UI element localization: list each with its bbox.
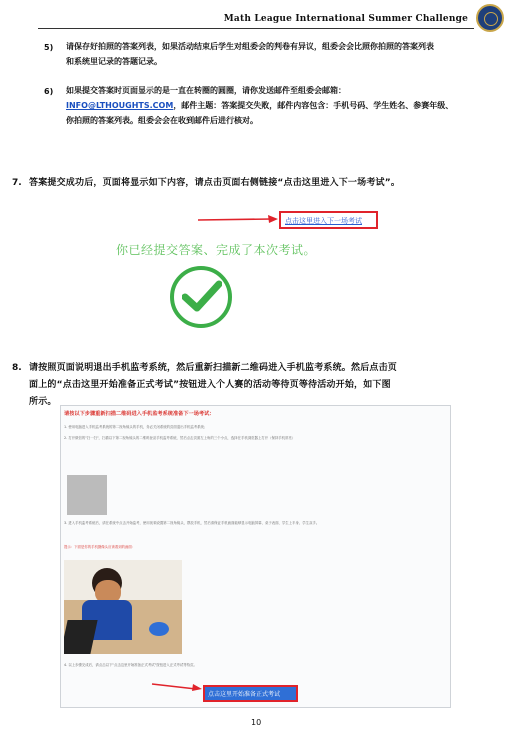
student-photo	[64, 560, 182, 654]
competition-logo	[476, 4, 504, 32]
arrow-icon	[196, 211, 280, 227]
instruction-line: 3. 进入手机监考系统后，请在系统中点击开始监考，使用视频设置第二视角镜头，摆放手机，然后请保证手机画面能够显示电脑屏幕、桌子表面、学生上半身、学生双手。	[64, 521, 320, 525]
next-exam-link: 点击这里进入下一场考试	[285, 217, 362, 225]
instruction-line: 提示：下面是你的手机摄像头应该看到的画面：	[64, 545, 136, 549]
item-number-5: 5)	[44, 43, 54, 52]
qr-code	[67, 475, 107, 515]
email-link[interactable]: INFO@LTHOUGHTS.COM	[66, 101, 174, 110]
page-number: 10	[251, 718, 262, 727]
checkmark-icon	[170, 266, 232, 328]
item-6-text: 如果提交答案时页面显示的是一直在转圈的圆圈，请你发送邮件至组委会邮箱： INFO@LTHOUGHTS.COM，邮件主题：答案提交失败，邮件内容包含：手机号码、学生姓名、参赛年级、 你拍照的答案列表。组委会会在收到邮件后进行核对。	[66, 86, 454, 125]
step-7-number: 7.	[12, 178, 22, 188]
step-7-text: 答案提交成功后，页面将显示如下内容，请点击页面右侧链接“点击这里进入下一场考试”。	[29, 178, 401, 188]
header-title: Math League International Summer Challenge	[223, 14, 468, 24]
exam-instructions-screenshot	[60, 405, 451, 708]
arrow-icon	[150, 677, 204, 691]
step-8-text: 请按照页面说明退出手机监考系统，然后重新扫描新二维码进入手机监考系统。然后点击页 面上的“点击这里开始准备正式考试”按钮进入个人赛的活动等待页等待活动开始，如下图 所示。	[29, 363, 398, 407]
header-divider	[38, 28, 474, 29]
start-exam-button[interactable]: 点击这里开始准备正式考试	[203, 685, 298, 702]
instruction-line: 1. 使用电脑进入手机监考系统的第二视角镜头的手机，务必关闭系统的页面退出手机监考系统；	[64, 425, 208, 429]
item-number-6: 6)	[44, 87, 54, 96]
next-exam-link-box[interactable]	[279, 211, 378, 229]
instructions-title: 请按以下步骤重新扫描二维码进入手机监考系统准备下一场考试：	[64, 411, 215, 417]
completion-message: 你已经提交答案、完成了本次考试。	[116, 243, 317, 257]
instruction-line: 2. 打开微信的"扫一扫"，扫描以下第二视角镜头的二维码登录手机监考系统，然后点击页面左上角的三个小点，选择在手机浏览器上打开（保持手机常亮）	[64, 436, 296, 440]
instruction-line: 4. 以上步骤完成后，请点击以下"点击这里开始准备正式考试"按钮进入正式考试等待页。	[64, 663, 197, 667]
step-8-number: 8.	[12, 363, 22, 373]
item-5-text: 请保存好拍照的答案列表，如果活动结束后学生对组委会的判卷有异议，组委会会比照你拍照的答案列表 和系统里记录的答题记录。	[66, 42, 434, 66]
